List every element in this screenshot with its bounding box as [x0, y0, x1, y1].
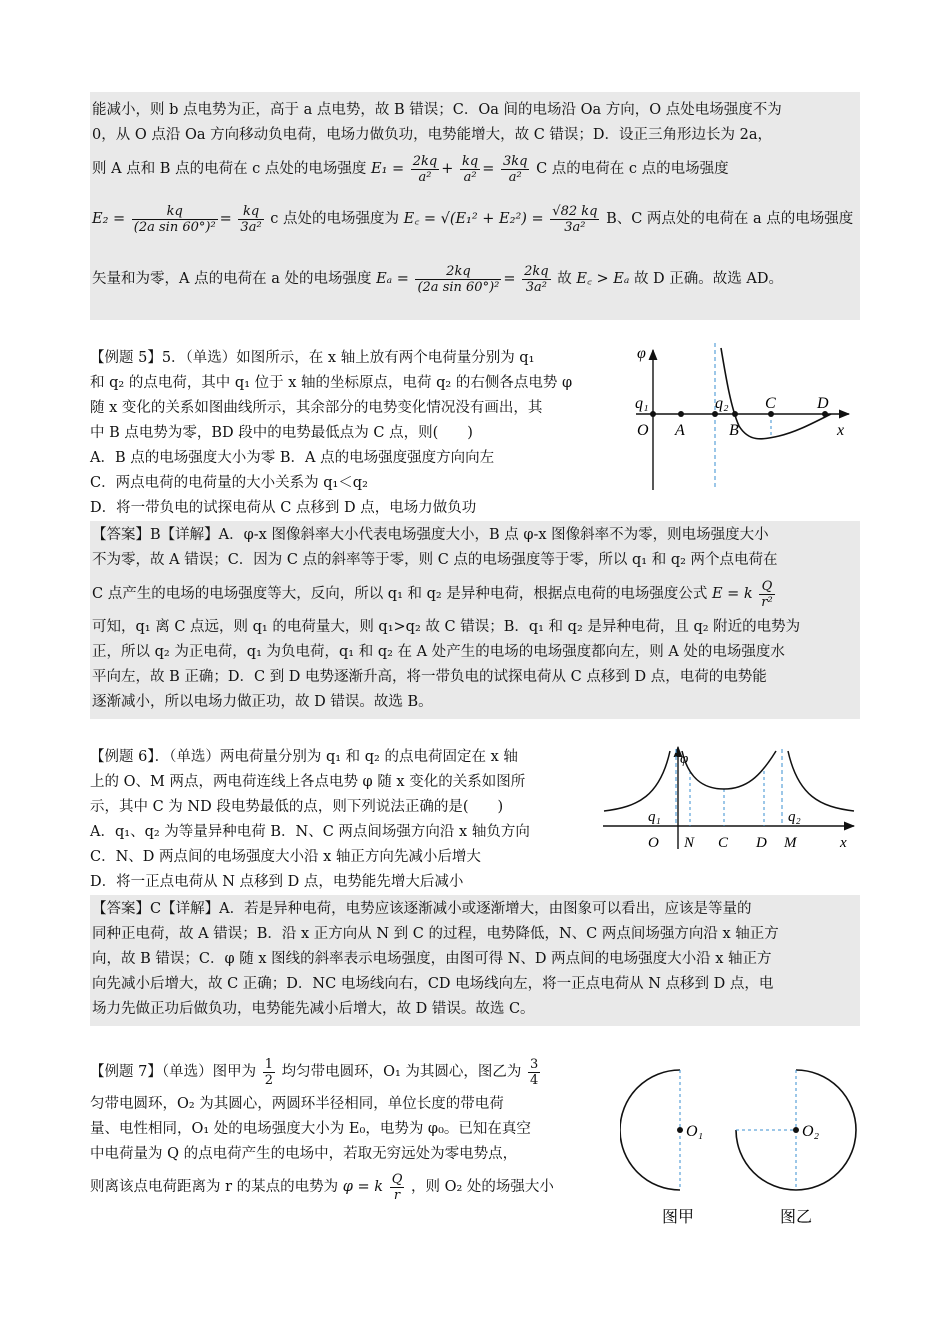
fraction-denominator: (2a sin 60°)² [417, 279, 500, 295]
question-line: 【例题 5】5．（单选）如图所示，在 x 轴上放有两个电荷量分别为 q₁ [90, 350, 535, 366]
text-fragment: 则 A 点和 B 点的电荷在 c 点处的电场强度 [92, 161, 367, 177]
text-line: 0，从 O 点沿 Oa 方向移动负电荷，电场力做负功，电势能增大，故 C 错误；D．设正三角形边长为 2a， [92, 127, 772, 143]
text-fragment: B、C 两点处的电荷在 a 点的电场强度 [606, 211, 854, 227]
example-5-answer [90, 521, 860, 719]
fraction [411, 154, 439, 185]
fraction-numerator: 2kq [412, 153, 438, 169]
label-C: C [718, 835, 729, 851]
example-7-question [90, 1052, 590, 1207]
fraction [132, 204, 218, 235]
text-fragment: 【例题 7】（单选）图甲为 [90, 1064, 257, 1080]
answer-line: 不为零，故 A 错误；C．因为 C 点的斜率等于零，则 C 点的电场强度等于零，所以 q₁ 和 q₂ 两个点电荷在 [92, 552, 778, 568]
label-D: D [817, 395, 829, 412]
formula-coulomb [711, 578, 777, 610]
label-C: C [765, 395, 776, 412]
fraction-denominator: a² [508, 169, 522, 185]
question-line [90, 1167, 590, 1207]
formula-compare: E꜀ > Eₐ [576, 271, 630, 287]
left-curve [604, 751, 670, 811]
question-line [90, 1052, 590, 1092]
right-curve [788, 751, 854, 811]
text-fragment: 则离该点电荷距离为 r 的某点的电势为 [90, 1179, 339, 1195]
text-fragment: 均匀带电圆环，O₁ 为其圆心，图乙为 [281, 1064, 522, 1080]
question-line: 上的 O、M 两点，两电荷连线上各点电势 φ 随 x 变化的关系如图所 [90, 774, 526, 790]
answer-line: 【答案】B【详解】A．φ-x 图像斜率大小代表电场强度大小，B 点 φ-x 图像斜率不为零，则电场强度大小 [92, 527, 769, 543]
answer-line: 可知，q₁ 离 C 点远，则 q₁ 的电荷量大，则 q₁>q₂ 故 C 错误；B．q₁ 和 q₂ 是异种电荷，且 q₂ 附近的电势为 [92, 619, 801, 635]
center-O1 [677, 1127, 683, 1133]
fraction-numerator: 3kq [503, 153, 528, 169]
label-A: A [675, 422, 685, 439]
answer-line: 平向左，故 B 正确；D．C 到 D 电势逐渐升高，将一带负电的试探电荷从 C 点移到 D 点，电荷的电势能 [92, 669, 767, 685]
example-7 [90, 1052, 860, 1226]
question-line: 匀带电圆环，O₂ 为其圆心，两圆环半径相同，单位长度的带电荷 [90, 1096, 504, 1112]
label-M: M [784, 835, 797, 851]
fraction-half [263, 1057, 275, 1088]
formula-Ea: Eₐ = $\frac{2kq}{\text{(2a sin 60°)²}}$ = $\frac{2kq}{\text{3a²}}$ [376, 263, 549, 295]
answer-line [92, 573, 858, 615]
fraction [522, 264, 550, 295]
answer-line: 正，所以 q₂ 为正电荷，q₁ 为负电荷，q₁ 和 q₂ 在 A 处产生的电场的电场强度都向左，则 A 处的电场强度水 [92, 644, 785, 660]
option-line: C．N、D 两点间的电场强度大小沿 x 轴正方向先减小后增大 [90, 849, 481, 865]
fraction-denominator: r² [761, 594, 773, 610]
fraction-denominator: a² [463, 169, 477, 185]
question-line: 量、电性相同，O₁ 处的电场强度大小为 E₀，电势为 φ₀。已知在真空 [90, 1121, 531, 1137]
option-line: D．将一带负电的试探电荷从 C 点移到 D 点，电场力做负功 [90, 500, 477, 516]
point-B [732, 411, 738, 417]
text-fragment: c 点处的电场强度为 [270, 211, 399, 227]
fraction [460, 154, 480, 185]
fraction-numerator: 2kq [415, 264, 501, 280]
fraction-denominator: 3a² [525, 279, 547, 295]
point-A [678, 411, 684, 417]
fraction-denominator: 3a² [564, 219, 586, 235]
formula-part: Eₐ = [376, 271, 409, 287]
text-fragment: C 点的电荷在 c 点的电场强度 [536, 161, 729, 177]
fraction-three-quarter [528, 1057, 540, 1088]
fraction-numerator: √82 kq [552, 203, 598, 219]
fraction-numerator: 3 [530, 1056, 539, 1072]
solution-block-example4 [90, 92, 860, 320]
label-O: O [648, 835, 659, 851]
answer-line: 场力先做正功后做负功，电势能先减小后增大，故 D 错误。故选 C。 [92, 1001, 535, 1017]
question-line: 【例题 6】．（单选）两电荷量分别为 q₁ 和 q₂ 的点电荷固定在 x 轴 [90, 749, 518, 765]
spacer [90, 1026, 860, 1052]
text-line: 能减小，则 b 点电势为正，高于 a 点电势，故 B 错误；C．Oa 间的电场沿 Oa 方向，O 点处电场强度不为 [92, 102, 782, 118]
document-page [90, 92, 860, 1226]
fraction-denominator: 2 [264, 1072, 273, 1088]
label-q1: q₁ [648, 809, 661, 825]
fraction-numerator: kq [462, 153, 479, 169]
caption-jia: 图甲 [662, 1209, 695, 1226]
half-ring [620, 1070, 680, 1190]
label-O: O [637, 422, 649, 439]
fraction-denominator: 4 [530, 1072, 539, 1088]
question-line: 和 q₂ 的点电荷，其中 q₁ 位于 x 轴的坐标原点，电荷 q₂ 的右侧各点电势 φ [90, 375, 573, 391]
answer-line: 向先减小后增大，故 C 正确；D．NC 电场线向右，CD 电场线向左，将一正点电荷从 N 点移到 D 点，电 [92, 976, 774, 992]
answer-line: 向，故 B 错误；C．φ 随 x 图线的斜率表示电场强度，由图可得 N、D 两点间的电场强度大小沿 x 轴正方 [92, 951, 772, 967]
fraction-numerator: kq [132, 204, 218, 220]
fraction [390, 1172, 405, 1203]
label-x: x [837, 422, 845, 439]
example-5 [90, 346, 860, 521]
formula-E1: E₁ = $\frac{2kq}{\text{a²}}$ + $\frac{kq}{\text{a²}}$ = $\frac{3kq}{\text{a²}}$ [371, 153, 528, 185]
example-6 [90, 745, 860, 895]
fraction-denominator: a² [418, 169, 432, 185]
label-B: B [729, 422, 739, 439]
example-7-figure [620, 1060, 860, 1230]
question-line: 中电荷量为 Q 的点电荷产生的电场中，若取无穷远处为零电势点， [90, 1146, 518, 1162]
formula-E2: E₂ = $\frac{kq}{\text{(2a sin 60°)²}}$ = $\frac{kq}{\text{3a²}}$ [92, 203, 262, 235]
label-q1: q₁ [635, 395, 649, 412]
fraction-denominator: 3a² [240, 219, 262, 235]
fraction [501, 154, 529, 185]
text-fragment: C 点产生的电场的电场强度等大，反向，所以 q₁ 和 q₂ 是异种电荷，根据点电荷的电场强度公式 [92, 586, 708, 602]
option-line: D．将一正点电荷从 N 点移到 D 点，电势能先增大后减小 [90, 874, 464, 890]
fraction-numerator: 1 [264, 1056, 273, 1072]
fraction [238, 204, 263, 235]
option-line: A．B 点的电场强度大小为零 B．A 点的电场强度强度方向向左 [90, 450, 495, 466]
fraction [550, 204, 599, 235]
example-5-question [90, 346, 612, 521]
label-x: x [840, 835, 847, 851]
formula-potential [342, 1171, 411, 1203]
middle-curve [682, 751, 776, 789]
answer-line: 【答案】C【详解】A．若是异种电荷，电势应该逐渐减小或逐渐增大，由图象可以看出，应该是等量的 [92, 901, 752, 917]
formula-Ec [403, 203, 606, 235]
fraction-denominator: (2a sin 60°)² [133, 219, 216, 235]
fraction-denominator: r [393, 1187, 401, 1203]
label-phi: φ [680, 751, 689, 767]
text-fragment: 故 [557, 271, 572, 287]
text-fragment: ，则 O₂ 处的场强大小 [410, 1179, 554, 1195]
question-line: 随 x 变化的关系如图曲线所示，其余部分的电势变化情况没有画出，其 [90, 400, 543, 416]
center-O2 [793, 1127, 799, 1133]
text-line [92, 148, 858, 190]
option-line: C．两点电荷的电荷量的大小关系为 q₁＜q₂ [90, 475, 368, 491]
example-6-figure [598, 741, 860, 861]
answer-line: 逐渐减小，所以电场力做正功，故 D 错误。故选 B。 [92, 694, 433, 710]
fraction-numerator: kq [238, 204, 263, 220]
example-6-answer [90, 895, 860, 1026]
fraction-numerator: Q [391, 1171, 403, 1187]
label-q2: q₂ [715, 395, 729, 412]
label-O1: O₁ [686, 1123, 704, 1140]
example-5-figure [631, 338, 856, 498]
text-fragment: 故 D 正确。故选 AD。 [633, 271, 783, 287]
caption-yi: 图乙 [780, 1209, 813, 1226]
fraction-numerator: Q [759, 579, 774, 595]
example-6-question [90, 745, 590, 895]
answer-line: 同种正电荷，故 A 错误；B．沿 x 正方向从 N 到 C 的过程，电势降低，N、C 两点间场强方向沿 x 轴正方 [92, 926, 779, 942]
formula-part: φ = k [342, 1179, 384, 1195]
label-N: N [684, 835, 695, 851]
question-line: 中 B 点电势为零，BD 段中的电势最低点为 C 点，则( ) [90, 425, 473, 441]
label-O2: O₂ [802, 1123, 820, 1140]
text-line [92, 248, 858, 310]
formula-part: E = k [711, 586, 753, 602]
text-fragment: 矢量和为零，A 点的电荷在 a 处的电场强度 [92, 271, 372, 287]
label-D: D [756, 835, 767, 851]
text-line [92, 190, 858, 248]
formula-part: E꜀ = √(E₁² + E₂²) = [403, 211, 544, 227]
fraction [759, 579, 774, 610]
option-line: A．q₁、q₂ 为等量异种电荷 B．N、C 两点间场强方向沿 x 轴负方向 [90, 824, 530, 840]
point-O [650, 411, 656, 417]
formula-part: E₁ = [371, 161, 405, 177]
fraction [415, 264, 501, 295]
fraction-numerator: 2kq [524, 263, 549, 279]
question-line: 示，其中 C 为 ND 段电势最低的点，则下列说法正确的是( ) [90, 799, 504, 815]
formula-part: E₂ = [92, 211, 126, 227]
label-phi: φ [637, 345, 646, 362]
label-q2: q₂ [788, 809, 801, 825]
